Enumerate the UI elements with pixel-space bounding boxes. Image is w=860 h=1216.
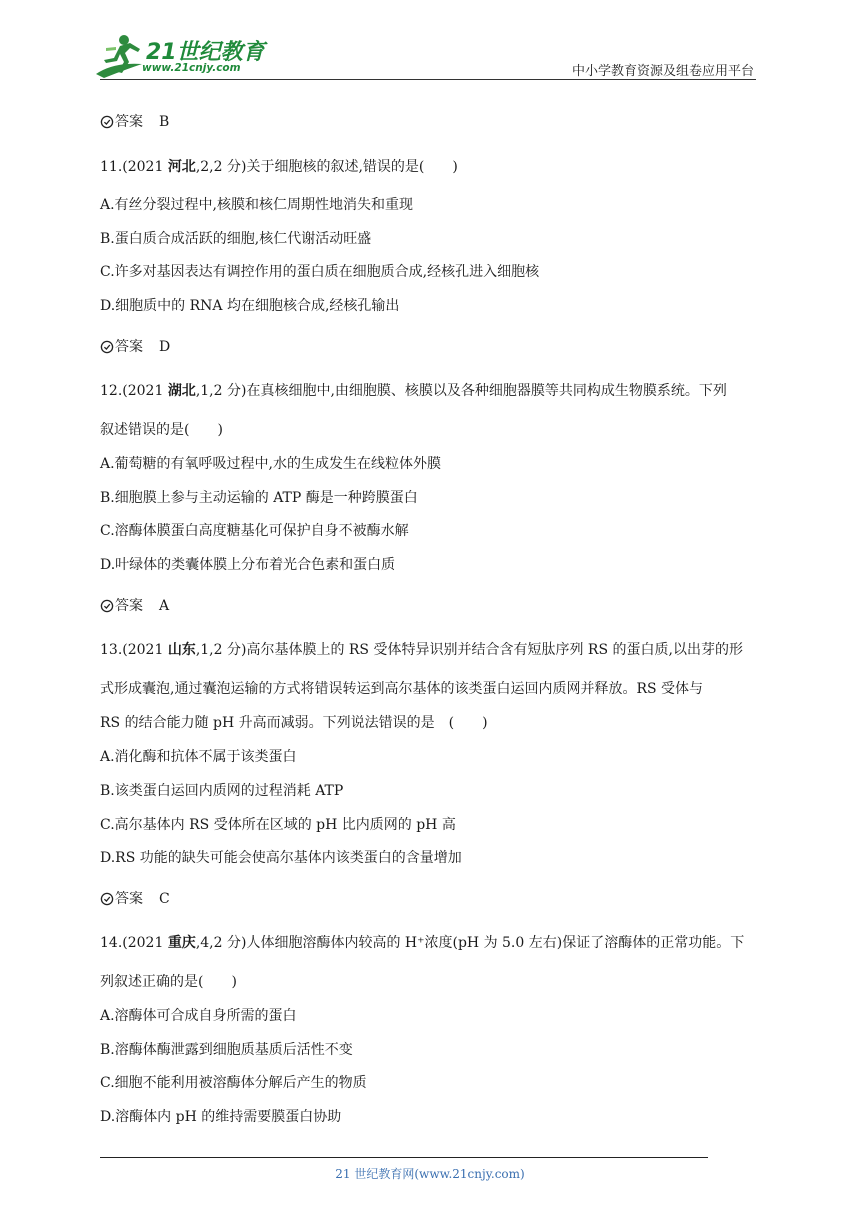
question-text: ,1,2 分)在真核细胞中,由细胞膜、核膜以及各种细胞器膜等共同构成生物膜系统。下列	[195, 383, 727, 399]
question-stem-line	[100, 640, 743, 660]
answer-row	[100, 337, 170, 357]
question-stem-line	[100, 420, 223, 440]
answer-label: 答案	[115, 598, 143, 614]
option-a: A.有丝分裂过程中,核膜和核仁周期性地消失和重现	[100, 197, 414, 213]
question-text: ,1,2 分)高尔基体膜上的 RS 受体特异识别并结合含有短肽序列 RS 的蛋白质,以出芽的形	[195, 642, 743, 658]
check-circle-icon	[100, 115, 114, 129]
question-region: 山东	[167, 642, 196, 658]
answer-row	[100, 112, 169, 132]
logo	[94, 34, 264, 80]
check-circle-icon	[100, 340, 114, 354]
question-text: ,4,2 分)人体细胞溶酶体内较高的 H⁺浓度(pH 为 5.0 左右)保证了溶酶体的正常功能。下	[195, 935, 745, 951]
question-number: 13.(2021	[100, 642, 168, 658]
question-number: 12.(2021	[100, 383, 168, 399]
question-text: 式形成囊泡,通过囊泡运输的方式将错误转运到高尔基体的该类蛋白运回内质网并释放。RS 受体与	[100, 681, 704, 697]
option-c: C.细胞不能利用被溶酶体分解后产生的物质	[100, 1075, 367, 1091]
question-region: 河北	[167, 159, 196, 175]
logo-text: 21世纪教育	[146, 40, 265, 65]
option-c: C.许多对基因表达有调控作用的蛋白质在细胞质合成,经核孔进入细胞核	[100, 264, 540, 280]
option-d: D.叶绿体的类囊体膜上分布着光合色素和蛋白质	[100, 557, 396, 573]
option-a: A.溶酶体可合成自身所需的蛋白	[100, 1008, 297, 1024]
option-c: C.高尔基体内 RS 受体所在区域的 pH 比内质网的 pH 高	[100, 817, 456, 833]
question-region: 湖北	[167, 383, 196, 399]
platform-title: 中小学教育资源及组卷应用平台	[571, 64, 754, 79]
question-number: 14.(2021	[100, 935, 168, 951]
option-b: B.细胞膜上参与主动运输的 ATP 酶是一种跨膜蛋白	[100, 490, 418, 506]
option-c: C.溶酶体膜蛋白高度糖基化可保护自身不被酶水解	[100, 523, 409, 539]
question-stem-line	[100, 157, 458, 177]
option-a: A.葡萄糖的有氧呼吸过程中,水的生成发生在线粒体外膜	[100, 456, 442, 472]
answer-label: 答案	[115, 114, 143, 130]
option-b: B.蛋白质合成活跃的细胞,核仁代谢活动旺盛	[100, 231, 372, 247]
answer-value: A	[159, 598, 170, 614]
logo-url: www.21cnjy.com	[142, 62, 241, 74]
footer-divider	[100, 1157, 708, 1158]
question-text: RS 的结合能力随 pH 升高而减弱。下列说法错误的是 ( )	[100, 715, 488, 731]
option-d: D.细胞质中的 RNA 均在细胞核合成,经核孔输出	[100, 298, 400, 314]
question-text: ,2,2 分)关于细胞核的叙述,错误的是( )	[195, 159, 458, 175]
question-number: 11.(2021	[100, 159, 168, 175]
answer-label: 答案	[115, 339, 143, 355]
page-header	[0, 0, 860, 82]
answer-value: B	[159, 114, 170, 130]
page-footer: 21 世纪教育网(www.21cnjy.com)	[335, 1167, 525, 1181]
option-b: B.该类蛋白运回内质网的过程消耗 ATP	[100, 783, 344, 799]
answer-value: D	[159, 339, 171, 355]
question-stem-line	[100, 381, 727, 401]
option-d: D.RS 功能的缺失可能会使高尔基体内该类蛋白的含量增加	[100, 850, 462, 866]
answer-label: 答案	[115, 891, 143, 907]
option-d: D.溶酶体内 pH 的维持需要膜蛋白协助	[100, 1109, 342, 1125]
check-circle-icon	[100, 892, 114, 906]
question-text: 列叙述正确的是( )	[100, 974, 237, 990]
question-text: 叙述错误的是( )	[100, 422, 223, 438]
question-stem-line	[100, 679, 703, 699]
question-stem-line	[100, 933, 744, 953]
answer-row	[100, 889, 170, 909]
check-circle-icon	[100, 599, 114, 613]
answer-row	[100, 596, 169, 616]
option-b: B.溶酶体酶泄露到细胞质基质后活性不变	[100, 1042, 353, 1058]
header-divider	[100, 79, 756, 80]
answer-value: C	[159, 891, 170, 907]
question-stem-line	[100, 713, 488, 733]
option-a: A.消化酶和抗体不属于该类蛋白	[100, 749, 297, 765]
question-stem-line	[100, 972, 237, 992]
question-region: 重庆	[167, 935, 196, 951]
